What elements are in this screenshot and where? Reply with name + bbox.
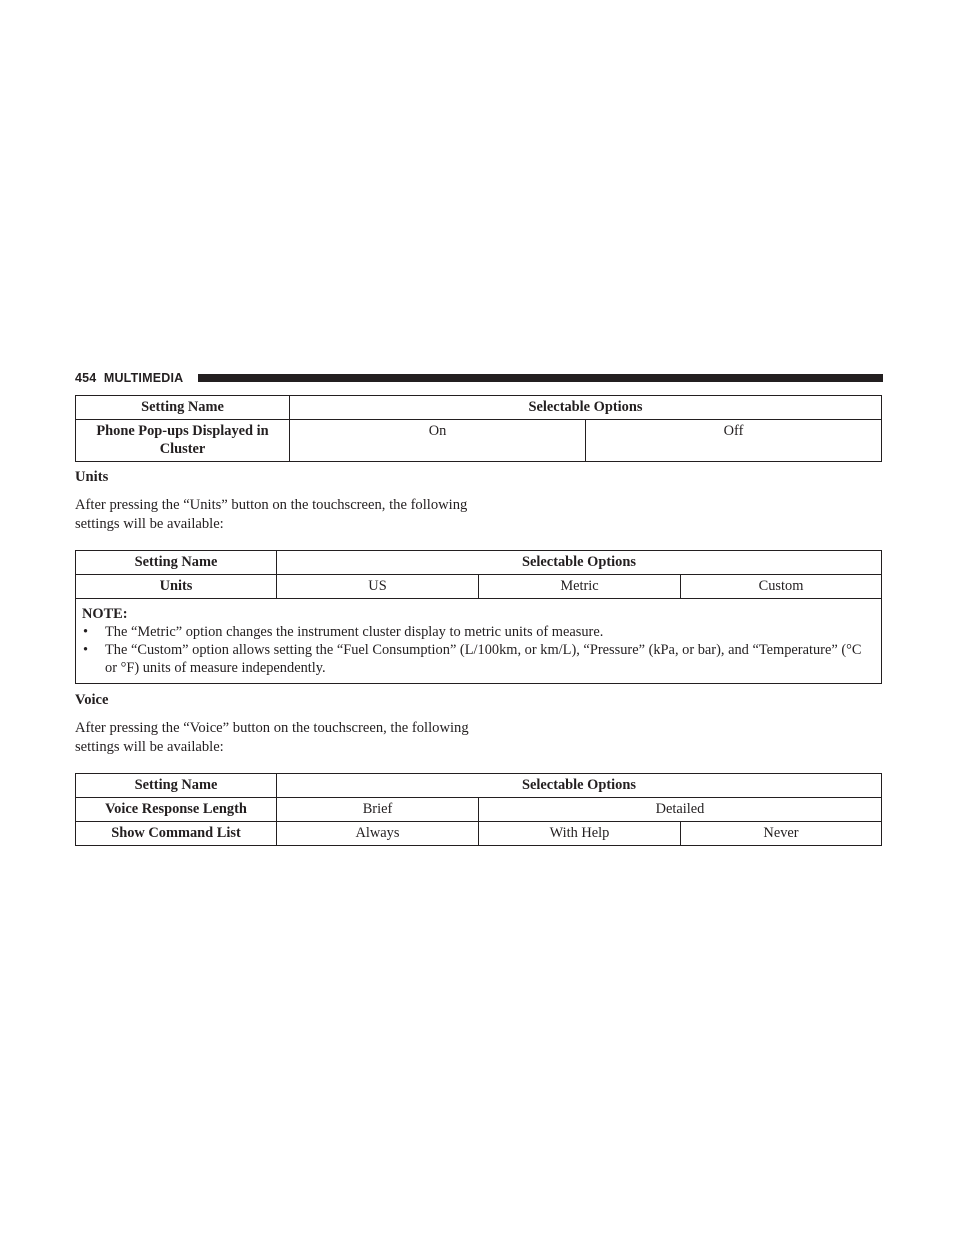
option-cell: Always [277, 822, 479, 846]
note-item [82, 641, 875, 677]
option-cell: Metric [479, 575, 681, 599]
note-cell [76, 599, 882, 684]
header-selectable-options: Selectable Options [277, 774, 882, 798]
option-cell: US [277, 575, 479, 599]
phone-settings-table [75, 395, 882, 462]
table-row [76, 798, 882, 822]
bullet-icon: • [83, 624, 89, 640]
table-row [76, 420, 882, 462]
units-heading: Units [75, 469, 109, 485]
units-settings-table [75, 550, 882, 684]
setting-name-cell: Voice Response Length [76, 798, 277, 822]
setting-name-cell: Units [76, 575, 277, 599]
header-setting-name: Setting Name [76, 551, 277, 575]
option-cell: Brief [277, 798, 479, 822]
option-cell: Detailed [479, 798, 882, 822]
header-setting-name: Setting Name [76, 396, 290, 420]
option-cell: Never [681, 822, 882, 846]
header-selectable-options: Selectable Options [290, 396, 882, 420]
option-cell: With Help [479, 822, 681, 846]
units-paragraph: After pressing the “Units” button on the touchscreen, the following settings will be available: [75, 497, 468, 532]
note-item [82, 623, 875, 641]
section-title: MULTIMEDIA [103, 371, 184, 385]
note-text: The “Custom” option allows setting the “Fuel Consumption” (L/100km, or km/L), “Pressure” (kPa, or bar), and “Temperature” (°C or °F) units of measure independently. [105, 642, 862, 676]
bullet-icon: • [83, 642, 89, 658]
table-row [76, 822, 882, 846]
note-text: The “Metric” option changes the instrument cluster display to metric units of measure. [105, 624, 604, 640]
voice-paragraph: After pressing the “Voice” button on the touchscreen, the following settings will be available: [75, 720, 469, 755]
voice-settings-table [75, 773, 882, 846]
header-selectable-options: Selectable Options [277, 551, 882, 575]
option-cell: Custom [681, 575, 882, 599]
page-number: 454 [75, 371, 97, 385]
table-header-row [76, 551, 882, 575]
option-cell: On [290, 420, 586, 462]
setting-name-cell: Show Command List [76, 822, 277, 846]
header-rule [198, 374, 883, 382]
table-header-row [76, 396, 882, 420]
option-cell: Off [586, 420, 882, 462]
page-header [75, 370, 883, 388]
header-setting-name: Setting Name [76, 774, 277, 798]
setting-name-cell: Phone Pop-ups Displayed in Cluster [76, 420, 290, 462]
note-row [76, 599, 882, 684]
page-header-label [75, 371, 183, 385]
note-title: NOTE: [82, 606, 128, 622]
table-header-row [76, 774, 882, 798]
table-row [76, 575, 882, 599]
voice-heading: Voice [75, 692, 109, 708]
